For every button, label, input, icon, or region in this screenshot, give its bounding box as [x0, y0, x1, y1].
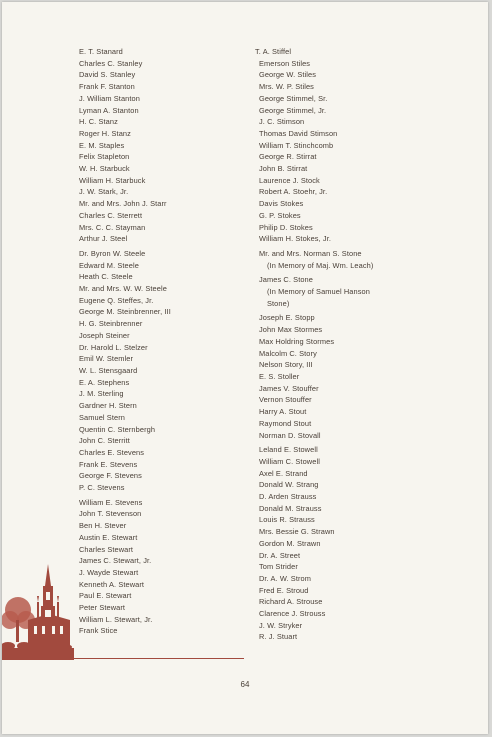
list-item: Heath C. Steele	[79, 272, 133, 282]
names-left-column	[79, 46, 171, 637]
list-item: Dr. A. W. Strom	[259, 573, 312, 583]
list-item: Malcolm C. Story	[259, 348, 317, 358]
list-item: J. W. Stryker	[259, 620, 303, 630]
list-item: W. H. Starbuck	[79, 164, 130, 174]
list-item: George Stimmel, Sr.	[259, 93, 328, 103]
list-item: E. S. Stoller	[259, 371, 300, 381]
list-item: George M. Steinbrenner, III	[79, 307, 171, 317]
list-item: Dr. Byron W. Steele	[79, 248, 146, 258]
list-item: Lyman A. Stanton	[79, 105, 139, 115]
list-item: J. M. Sterling	[79, 389, 124, 399]
list-item: Mr. and Mrs. John J. Starr	[79, 199, 167, 209]
list-item: Joseph Steiner	[79, 330, 130, 340]
page-number: 64	[240, 680, 250, 689]
list-item: D. Arden Strauss	[259, 492, 317, 502]
list-item: Davis Stokes	[259, 199, 304, 209]
list-item: Raymond Stout	[259, 418, 312, 428]
list-item: Eugene Q. Steffes, Jr.	[79, 295, 154, 305]
list-item: Kenneth A. Stewart	[79, 579, 145, 589]
list-item: James V. Stouffer	[259, 383, 319, 393]
list-item: Charles C. Stanley	[79, 58, 143, 68]
list-item: H. C. Stanz	[79, 117, 118, 127]
footer-rule	[70, 658, 244, 659]
list-item: George R. Stirrat	[259, 152, 317, 162]
list-item: Nelson Story, III	[259, 360, 313, 370]
list-item: Vernon Stouffer	[259, 395, 312, 405]
list-item: Ben H. Stever	[79, 521, 127, 531]
list-item: Norman D. Stovall	[259, 430, 321, 440]
list-item: Arthur J. Steel	[79, 234, 128, 244]
list-item: Donald W. Strang	[259, 480, 319, 490]
list-item: William C. Stowell	[259, 456, 320, 466]
list-item: Paul E. Stewart	[79, 591, 132, 601]
list-item: Thomas David Stimson	[259, 128, 338, 138]
list-item: William H. Starbuck	[79, 175, 146, 185]
list-item: Axel E. Strand	[259, 468, 308, 478]
names-right-column	[255, 46, 373, 643]
list-item: Emerson Stiles	[259, 58, 311, 68]
list-item: Mr. and Mrs. W. W. Steele	[79, 284, 167, 294]
list-item: Joseph E. Stopp	[259, 313, 315, 323]
list-item: Emil W. Stemler	[79, 354, 134, 364]
list-item: Harry A. Stout	[259, 407, 307, 417]
list-item: Laurence J. Stock	[259, 175, 320, 185]
list-item: Leland E. Stowell	[259, 445, 318, 455]
list-item: (In Memory of Samuel Hanson	[267, 287, 370, 297]
list-item: J. Wayde Stewart	[79, 567, 139, 577]
book-page	[2, 2, 488, 734]
list-item: James C. Stone	[259, 275, 313, 285]
list-item: Quentin C. Sternbergh	[79, 424, 156, 434]
list-item: Felix Stapleton	[79, 152, 130, 162]
list-item: William H. Stokes, Jr.	[259, 234, 332, 244]
church-illustration	[2, 562, 74, 662]
list-item: Gordon M. Strawn	[259, 538, 321, 548]
list-item: Charles Stewart	[79, 544, 134, 554]
list-item: Max Holdring Stormes	[259, 336, 335, 346]
list-item: Charles C. Sterrett	[79, 210, 143, 220]
list-item: Richard A. Strouse	[259, 597, 323, 607]
list-item: J. W. Stark, Jr.	[79, 187, 129, 197]
list-item: Dr. Harold L. Stelzer	[79, 342, 148, 352]
list-item: Donald M. Strauss	[259, 503, 322, 513]
list-item: R. J. Stuart	[259, 632, 298, 642]
list-item: George Stimmel, Jr.	[259, 105, 327, 115]
list-item: E. A. Stephens	[79, 377, 130, 387]
list-item: James C. Stewart, Jr.	[79, 556, 152, 566]
list-item: Mrs. W. P. Stiles	[259, 82, 314, 92]
list-item: H. G. Steinbrenner	[79, 319, 143, 329]
list-item: Mrs. Bessie G. Strawn	[259, 527, 335, 537]
list-item: J. William Stanton	[79, 93, 140, 103]
list-item: Frank Stice	[79, 626, 118, 636]
list-item: Robert A. Stoehr, Jr.	[259, 187, 328, 197]
list-item: Louis R. Strauss	[259, 515, 315, 525]
list-item: Gardner H. Stern	[79, 401, 137, 411]
list-item: Mr. and Mrs. Norman S. Stone	[259, 248, 362, 258]
list-item: Frank E. Stevens	[79, 459, 138, 469]
list-item: Peter Stewart	[79, 603, 126, 613]
list-item: Austin E. Stewart	[79, 532, 138, 542]
list-item: Fred E. Stroud	[259, 585, 309, 595]
list-item: P. C. Stevens	[79, 483, 125, 493]
list-item: Stone)	[267, 298, 290, 308]
list-item: E. M. Staples	[79, 140, 125, 150]
list-item: John B. Stirrat	[259, 164, 308, 174]
list-item: Edward M. Steele	[79, 260, 139, 270]
list-item: T. A. Stiffel	[255, 47, 292, 56]
list-item: William E. Stevens	[79, 497, 143, 507]
list-item: Roger H. Stanz	[79, 128, 131, 138]
list-item: George W. Stiles	[259, 70, 317, 80]
list-item: John Max Stormes	[259, 325, 323, 335]
list-item: Charles E. Stevens	[79, 447, 145, 457]
list-item: Samuel Stern	[79, 412, 125, 422]
list-item: George F. Stevens	[79, 471, 142, 481]
list-item: John C. Sterritt	[79, 436, 130, 446]
list-item: J. C. Stimson	[259, 117, 305, 127]
list-item: Frank F. Stanton	[79, 82, 135, 92]
list-item: Tom Strider	[259, 562, 298, 572]
list-item: John T. Stevenson	[79, 509, 142, 519]
list-item: (In Memory of Maj. Wm. Leach)	[267, 260, 374, 270]
list-item: William L. Stewart, Jr.	[79, 614, 153, 624]
list-item: William T. Stinchcomb	[259, 140, 334, 150]
list-item: Philip D. Stokes	[259, 222, 313, 232]
list-item: Clarence J. Strouss	[259, 609, 326, 619]
list-item: E. T. Stanard	[79, 47, 123, 56]
list-item: David S. Stanley	[79, 70, 136, 80]
list-item: Mrs. C. C. Stayman	[79, 222, 146, 232]
list-item: Dr. A. Street	[259, 550, 301, 560]
list-item: W. L. Stensgaard	[79, 365, 138, 375]
list-item: G. P. Stokes	[259, 210, 301, 220]
